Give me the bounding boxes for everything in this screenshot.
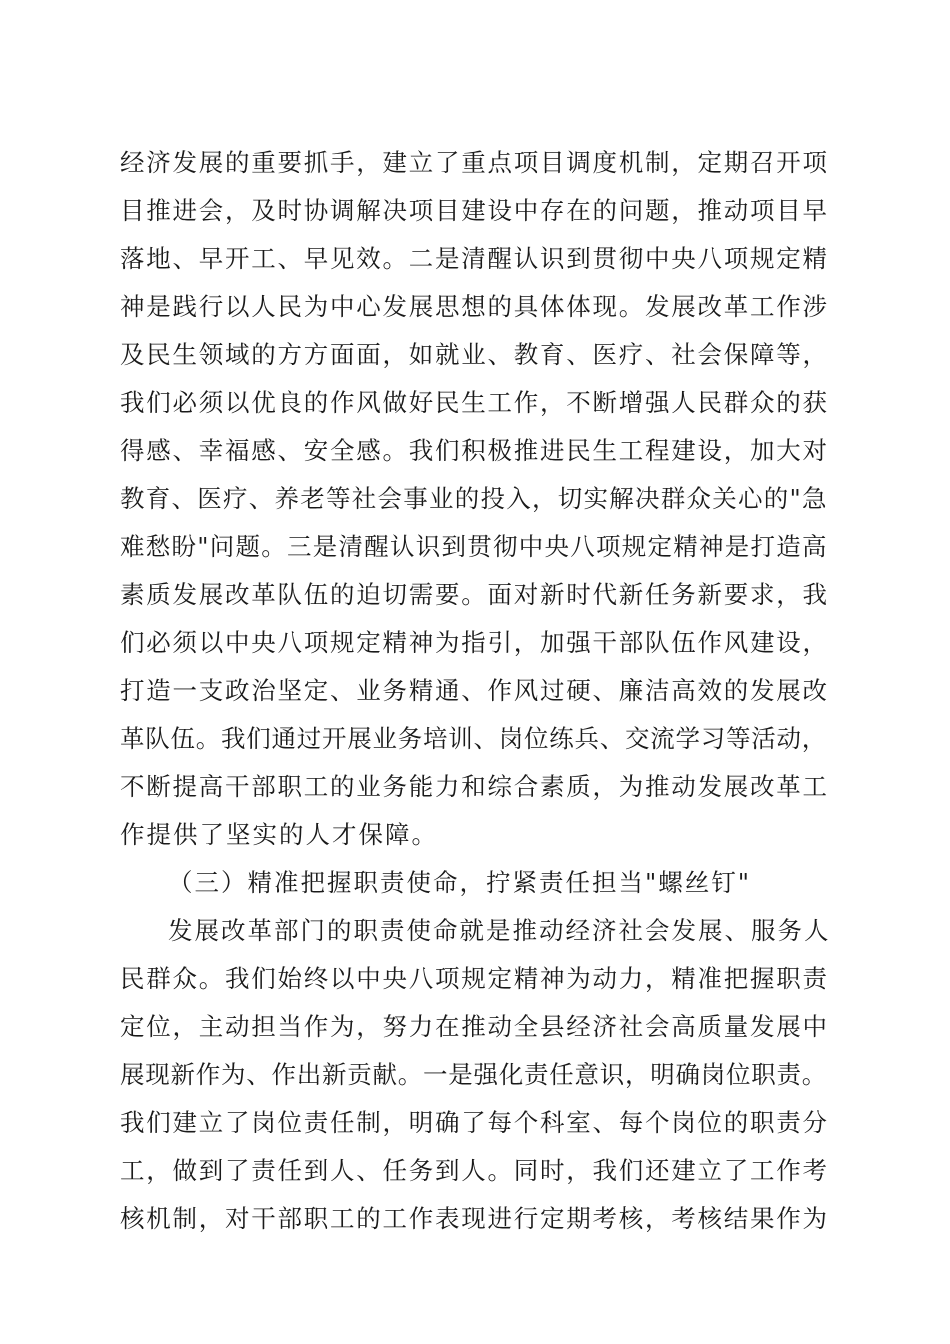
body-text-line: 难愁盼"问题。三是清醒认识到贯彻中央八项规定精神是打造高 xyxy=(120,532,828,561)
body-text-line: 素质发展改革队伍的迫切需要。面对新时代新任务新要求，我 xyxy=(120,580,829,609)
body-text-line: 打造一支政治坚定、业务精通、作风过硬、廉洁高效的发展改 xyxy=(120,676,829,705)
body-text-line: 教育、医疗、养老等社会事业的投入，切实解决群众关心的"急 xyxy=(120,484,828,513)
body-text-line: 神是践行以人民为中心发展思想的具体体现。发展改革工作涉 xyxy=(120,292,829,321)
body-text-line: 展现新作为、作出新贡献。一是强化责任意识，明确岗位职责。 xyxy=(120,1060,827,1089)
body-text-line: 核机制，对干部职工的工作表现进行定期考核，考核结果作为 xyxy=(120,1204,829,1233)
body-text-line: 得感、幸福感、安全感。我们积极推进民生工程建设，加大对 xyxy=(120,436,829,465)
body-text-line: 我们建立了岗位责任制，明确了每个科室、每个岗位的职责分 xyxy=(120,1108,829,1137)
body-text-line: 们必须以中央八项规定精神为指引，加强干部队伍作风建设， xyxy=(120,628,829,657)
body-text-line: 作提供了坚实的人才保障。 xyxy=(120,820,438,849)
body-text-line: 革队伍。我们通过开展业务培训、岗位练兵、交流学习等活动， xyxy=(120,724,827,753)
body-text-line: 发展改革部门的职责使命就是推动经济社会发展、服务人 xyxy=(168,916,831,945)
body-text-line: 民群众。我们始终以中央八项规定精神为动力，精准把握职责 xyxy=(120,964,829,993)
body-text-line: 定位，主动担当作为，努力在推动全县经济社会高质量发展中 xyxy=(120,1012,829,1041)
body-text-line: 目推进会，及时协调解决项目建设中存在的问题，推动项目早 xyxy=(120,196,829,225)
body-text-line: 不断提高干部职工的业务能力和综合素质，为推动发展改革工 xyxy=(120,772,829,801)
body-text-line: 及民生领域的方方面面，如就业、教育、医疗、社会保障等， xyxy=(120,340,829,369)
body-text-line: 我们必须以优良的作风做好民生工作，不断增强人民群众的获 xyxy=(120,388,829,417)
body-text-line: 工，做到了责任到人、任务到人。同时，我们还建立了工作考 xyxy=(120,1156,829,1185)
body-text-line: 落地、早开工、早见效。二是清醒认识到贯彻中央八项规定精 xyxy=(120,244,829,273)
section-heading: （三）精准把握职责使命，拧紧责任担当"螺丝钉" xyxy=(168,868,752,897)
body-text-line: 经济发展的重要抓手，建立了重点项目调度机制，定期召开项 xyxy=(120,148,829,177)
